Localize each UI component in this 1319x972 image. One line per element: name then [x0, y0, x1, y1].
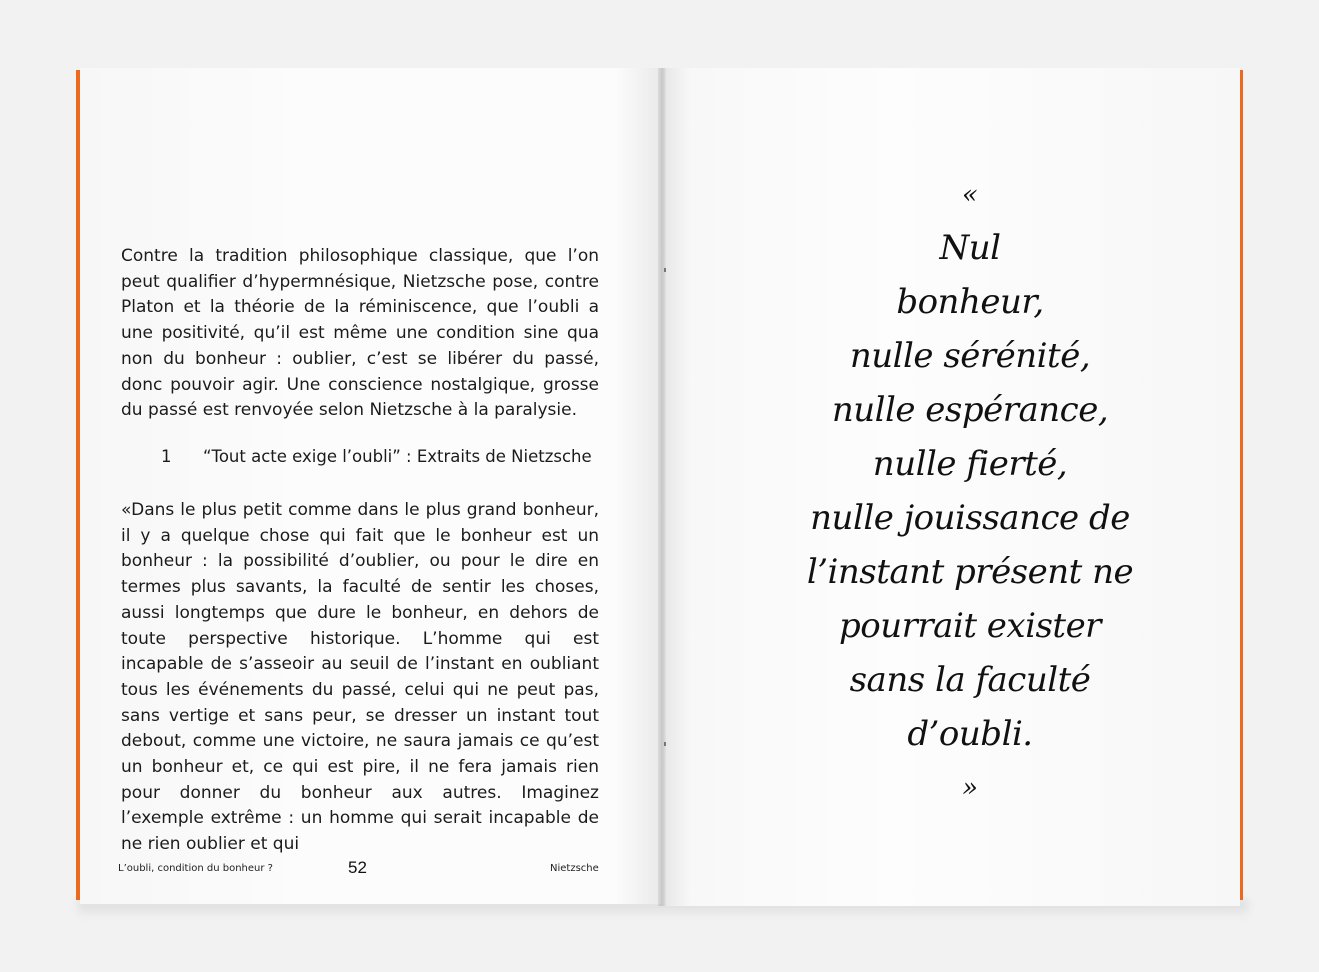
- pull-quote-line: bonheur,: [896, 282, 1044, 322]
- pull-quote-line: pourrait exister: [839, 606, 1101, 646]
- pull-quote-line: d’oubli.: [907, 714, 1033, 754]
- closing-guillemet: »: [962, 773, 978, 803]
- page-number: 52: [348, 858, 367, 877]
- crop-mark: [664, 742, 666, 746]
- book-gutter: [658, 68, 666, 906]
- section-number: 1: [161, 447, 172, 466]
- opening-guillemet: «: [962, 180, 978, 210]
- running-title: L’oubli, condition du bonheur ?: [118, 863, 273, 874]
- running-author: Nietzsche: [550, 863, 599, 874]
- pull-quote-line: sans la faculté: [849, 660, 1091, 700]
- section-title: “Tout acte exige l’oubli” : Extraits de Nietzsche: [203, 447, 592, 466]
- pull-quote-line: nulle espérance,: [831, 390, 1109, 430]
- quote-paragraph: «Dans le plus petit comme dans le plus grand bonheur, il y a quelque chose qui fait que le bonheur est un bonheur : la possibilité d’oublier, ou pour le dire en termes plus savants, la faculté de sentir les choses, aussi longtemps que dure le bonheur, en dehors de toute perspective historique. L’homme qui est incapable de s’asseoir au seuil de l’instant en oubliant tous les événements du passé, celui qui ne peut pas, sans vertige et sans peur, se dresser un instant tout debout, comme une victoire, ne saura jamais ce qu’est un bonheur et, ce qui est pire, il ne fera jamais rien pour donner du bonheur aux autres. Imaginez l’exemple extrême : un homme qui serait incapable de ne rien oublier et qui: [121, 500, 599, 855]
- crop-mark: [664, 268, 666, 272]
- pull-quote-line: nulle jouissance de: [810, 498, 1130, 538]
- pull-quote-line: nulle sérénité,: [849, 336, 1091, 376]
- pull-quote-line: Nul: [939, 228, 1001, 268]
- intro-paragraph: Contre la tradition philosophique classique, que l’on peut qualifier d’hypermnésique, Nietzsche pose, contre Platon et la théorie de la réminiscence, que l’oubli a une positivité, qu’il est même une condition sine qua non du bonheur : oublier, c’est se libérer du passé, donc pouvoir agir. Une conscience nostalgique, grosse du passé est renvoyée selon Nietzsche à la paralysie.: [121, 246, 599, 421]
- pull-quote: [780, 221, 1160, 761]
- pull-quote-line: l’instant présent ne: [806, 552, 1134, 592]
- pull-quote-line: nulle fierté,: [872, 444, 1068, 484]
